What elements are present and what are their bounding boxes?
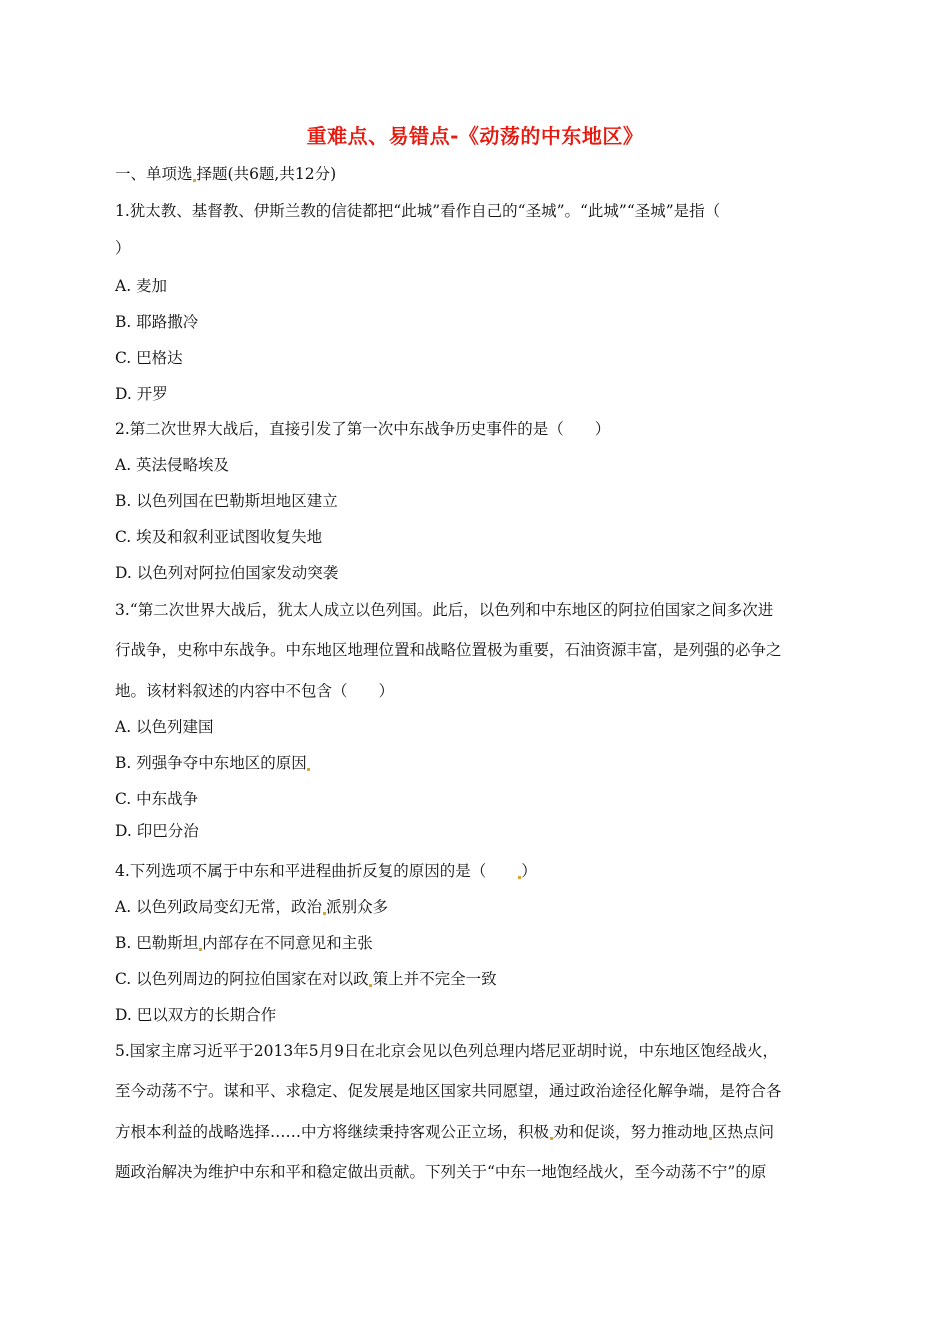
- document-title: 重难点、易错点-《动荡的中东地区》: [306, 124, 644, 148]
- question-4-option-b: [115, 933, 840, 953]
- question-4-option-c-part-2: 策上并不完全一致: [372, 970, 497, 988]
- question-2-option-b: B. 以色列国在巴勒斯坦地区建立: [115, 492, 338, 510]
- question-2-option-c: C. 埃及和叙利亚试图收复失地: [115, 528, 323, 546]
- question-5-line-2: 至今动荡不宁。谋和平、求稳定、促发展是地区国家共同愿望，通过政治途径化解争端，是符合各: [115, 1082, 782, 1100]
- question-3-option-b-text: B. 列强争夺中东地区的原因: [115, 754, 307, 772]
- question-4-option-a: [115, 897, 840, 917]
- question-4-stem-close: ）: [521, 862, 537, 880]
- question-5-line-3-part-c: 区热点问: [712, 1123, 775, 1141]
- question-4-option-b-part-1: B. 巴勒斯坦: [115, 934, 199, 952]
- question-1-option-b: B. 耶路撒冷: [115, 313, 199, 331]
- question-5-line-3-part-a: 方根本利益的战略选择……中方将继续秉持客观公正立场，积极: [115, 1123, 550, 1141]
- question-3-option-c: C. 中东战争: [115, 790, 199, 808]
- question-3-stem-line-3: 地。该材料叙述的内容中不包含（ ）: [115, 682, 395, 700]
- question-5-line-1: 5.国家主席习近平于2013年5月9日在北京会见以色列总理内塔尼亚胡时说，中东地区饱经战火，: [115, 1042, 778, 1060]
- question-2-stem: 2.第二次世界大战后，直接引发了第一次中东战争历史事件的是（ ）: [115, 420, 611, 438]
- question-1-option-d: D. 开罗: [115, 385, 168, 403]
- question-4-stem-text: 4.下列选项不属于中东和平进程曲折反复的原因的是（: [115, 862, 518, 880]
- question-3-option-a: A. 以色列建国: [115, 718, 214, 736]
- question-5-line-3: [115, 1122, 840, 1142]
- question-1-stem-line-2: ）: [115, 239, 131, 257]
- question-2-option-a: A. 英法侵略埃及: [115, 456, 230, 474]
- question-1-option-a: A. 麦加: [115, 277, 168, 295]
- question-4-option-c: [115, 969, 840, 989]
- edit-mark-icon: [307, 768, 310, 771]
- section-heading: [115, 164, 840, 184]
- question-4-option-c-part-1: C. 以色列周边的阿拉伯国家在对以政: [115, 970, 369, 988]
- question-1-stem-line-1: 1.犹太教、基督教、伊斯兰教的信徒都把“此城”看作自己的“圣城”。“此城”“圣城”是指（: [115, 202, 721, 220]
- section-heading-part-a: 一、单项选: [115, 165, 193, 183]
- question-3-stem-line-2: 行战争，史称中东战争。中东地区地理位置和战略位置极为重要，石油资源丰富，是列强的必争之: [115, 641, 782, 659]
- question-1-option-c: C. 巴格达: [115, 349, 183, 367]
- question-3-option-b: [115, 753, 840, 773]
- question-4-option-a-part-1: A. 以色列政局变幻无常，政治: [115, 898, 323, 916]
- question-3-stem-line-1: 3.“第二次世界大战后，犹太人成立以色列国。此后，以色列和中东地区的阿拉伯国家之间多次进: [115, 601, 774, 619]
- question-4-option-a-part-2: 派别众多: [326, 898, 389, 916]
- question-5-line-4: 题政治解决为维护中东和平和稳定做出贡献。下列关于“中东一地饱经战火，至今动荡不宁”的原: [115, 1163, 767, 1181]
- question-4-option-b-part-2: 内部存在不同意见和主张: [202, 934, 373, 952]
- question-2-option-d: D. 以色列对阿拉伯国家发动突袭: [115, 564, 339, 582]
- question-5-line-3-part-b: 劝和促谈，努力推动地: [553, 1123, 709, 1141]
- question-3-option-d: D. 印巴分治: [115, 822, 199, 840]
- section-heading-part-b: 择题(共6题,共12分): [196, 165, 337, 183]
- question-4-option-d: D. 巴以双方的长期合作: [115, 1006, 277, 1024]
- question-4-stem: [115, 861, 840, 881]
